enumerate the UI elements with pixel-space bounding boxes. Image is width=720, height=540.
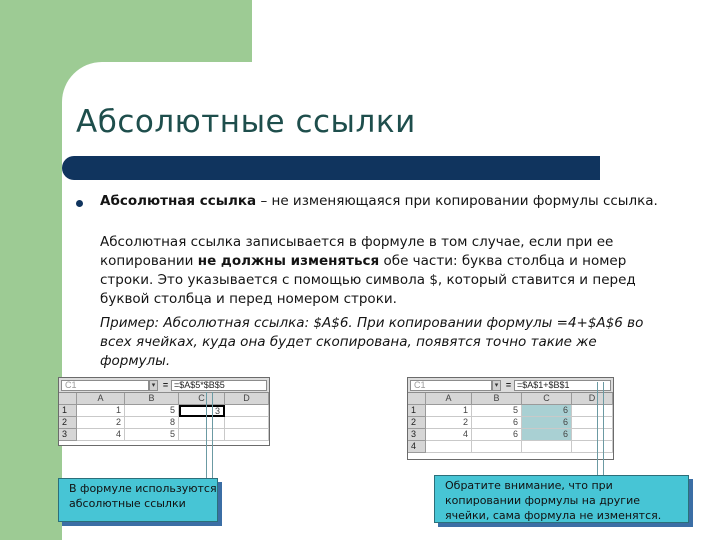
name-box[interactable]: C1 [61, 380, 149, 391]
cell-d3[interactable] [572, 429, 613, 441]
row-header-1[interactable]: 1 [408, 405, 426, 417]
note-right-line-2: копировании формулы на другие [445, 494, 640, 507]
column-header-a[interactable]: A [77, 393, 125, 405]
cell-c4[interactable] [522, 441, 572, 453]
cell-d2[interactable] [225, 417, 269, 429]
usage-text-a: Абсолютная ссылка записывается в формуле в том случае, если при ее копировании [100, 234, 614, 269]
note-right-line-1: Обратите внимание, что при [445, 479, 613, 492]
equals-icon: = [162, 380, 169, 390]
spreadsheet-right [407, 377, 614, 460]
cell-d4[interactable] [572, 441, 613, 453]
usage-text-b: обе части: буква столбца и номер строки. Это указывается с помощью символа $, который ставится и перед буквой столбца и перед номером строки. [100, 253, 636, 307]
name-box[interactable]: C1 [410, 380, 492, 391]
column-header-a[interactable]: A [426, 393, 472, 405]
equals-icon: = [505, 380, 512, 390]
cell-b2[interactable]: 6 [472, 417, 522, 429]
column-header-b[interactable]: B [472, 393, 522, 405]
cell-d1[interactable] [225, 405, 269, 417]
cell-a3[interactable]: 4 [77, 429, 125, 441]
cell-a4[interactable] [426, 441, 472, 453]
cell-c1-highlighted[interactable]: 6 [522, 405, 572, 417]
column-header-d[interactable]: D [225, 393, 269, 405]
corner-header[interactable] [408, 393, 426, 405]
cell-c1-selected[interactable]: 3 [179, 405, 225, 417]
note-right-line-3: ячейки, сама формула не изменятся. [445, 509, 662, 522]
column-header-d[interactable]: D [572, 393, 613, 405]
note-left-line-2: абсолютные ссылки [69, 497, 186, 510]
corner-header[interactable] [59, 393, 77, 405]
cell-d1[interactable] [572, 405, 613, 417]
usage-emphasis: не должны изменяться [197, 253, 380, 269]
slide-title: Абсолютные ссылки [76, 104, 416, 140]
formula-bar [408, 378, 613, 393]
cell-d3[interactable] [225, 429, 269, 441]
callout-line-left-b [212, 392, 213, 478]
cell-a2[interactable]: 2 [426, 417, 472, 429]
callout-line-right-a [597, 382, 598, 475]
row-header-1[interactable]: 1 [59, 405, 77, 417]
definition-paragraph [100, 192, 670, 211]
cell-c3[interactable] [179, 429, 225, 441]
name-box-dropdown-icon[interactable]: ▾ [149, 380, 158, 391]
formula-bar [59, 378, 269, 393]
callout-note-right [434, 475, 689, 523]
cell-b1[interactable]: 5 [125, 405, 179, 417]
cell-a1[interactable]: 1 [426, 405, 472, 417]
cell-b3[interactable]: 5 [125, 429, 179, 441]
name-box-dropdown-icon[interactable]: ▾ [492, 380, 501, 391]
cell-b4[interactable] [472, 441, 522, 453]
cell-b2[interactable]: 8 [125, 417, 179, 429]
title-underline-bar [62, 156, 600, 180]
column-header-c[interactable]: C [522, 393, 572, 405]
cell-c2[interactable] [179, 417, 225, 429]
example-paragraph: Пример: Абсолютная ссылка: $A$6. При копировании формулы =4+$A$6 во всех ячейках, куда она будет скопирована, появятся точно такие же формулы. [100, 315, 644, 369]
cell-a3[interactable]: 4 [426, 429, 472, 441]
cell-d2[interactable] [572, 417, 613, 429]
cell-a2[interactable]: 2 [77, 417, 125, 429]
formula-input[interactable]: =$A$1+$B$1 [514, 380, 611, 391]
formula-input[interactable]: =$A$5*$B$5 [171, 380, 267, 391]
callout-line-left-a [206, 392, 207, 478]
cell-b1[interactable]: 5 [472, 405, 522, 417]
row-header-4[interactable]: 4 [408, 441, 426, 453]
bullet-dot [76, 200, 83, 207]
cell-c3-highlighted[interactable]: 6 [522, 429, 572, 441]
row-header-2[interactable]: 2 [408, 417, 426, 429]
column-header-b[interactable]: B [125, 393, 179, 405]
definition-term: Абсолютная ссылка [100, 193, 257, 209]
callout-line-right-b [603, 382, 604, 475]
cell-c2-highlighted[interactable]: 6 [522, 417, 572, 429]
row-header-3[interactable]: 3 [59, 429, 77, 441]
cell-a1[interactable]: 1 [77, 405, 125, 417]
note-left-line-1: В формуле используются [69, 482, 217, 495]
background-green-strip [0, 0, 62, 540]
spreadsheet-left [58, 377, 270, 446]
definition-text: – не изменяющаяся при копировании формулы ссылка. [256, 193, 658, 209]
cell-b3[interactable]: 6 [472, 429, 522, 441]
row-header-2[interactable]: 2 [59, 417, 77, 429]
callout-note-left [58, 478, 218, 522]
row-header-3[interactable]: 3 [408, 429, 426, 441]
column-header-c[interactable]: C [179, 393, 225, 405]
usage-paragraph [100, 233, 670, 309]
